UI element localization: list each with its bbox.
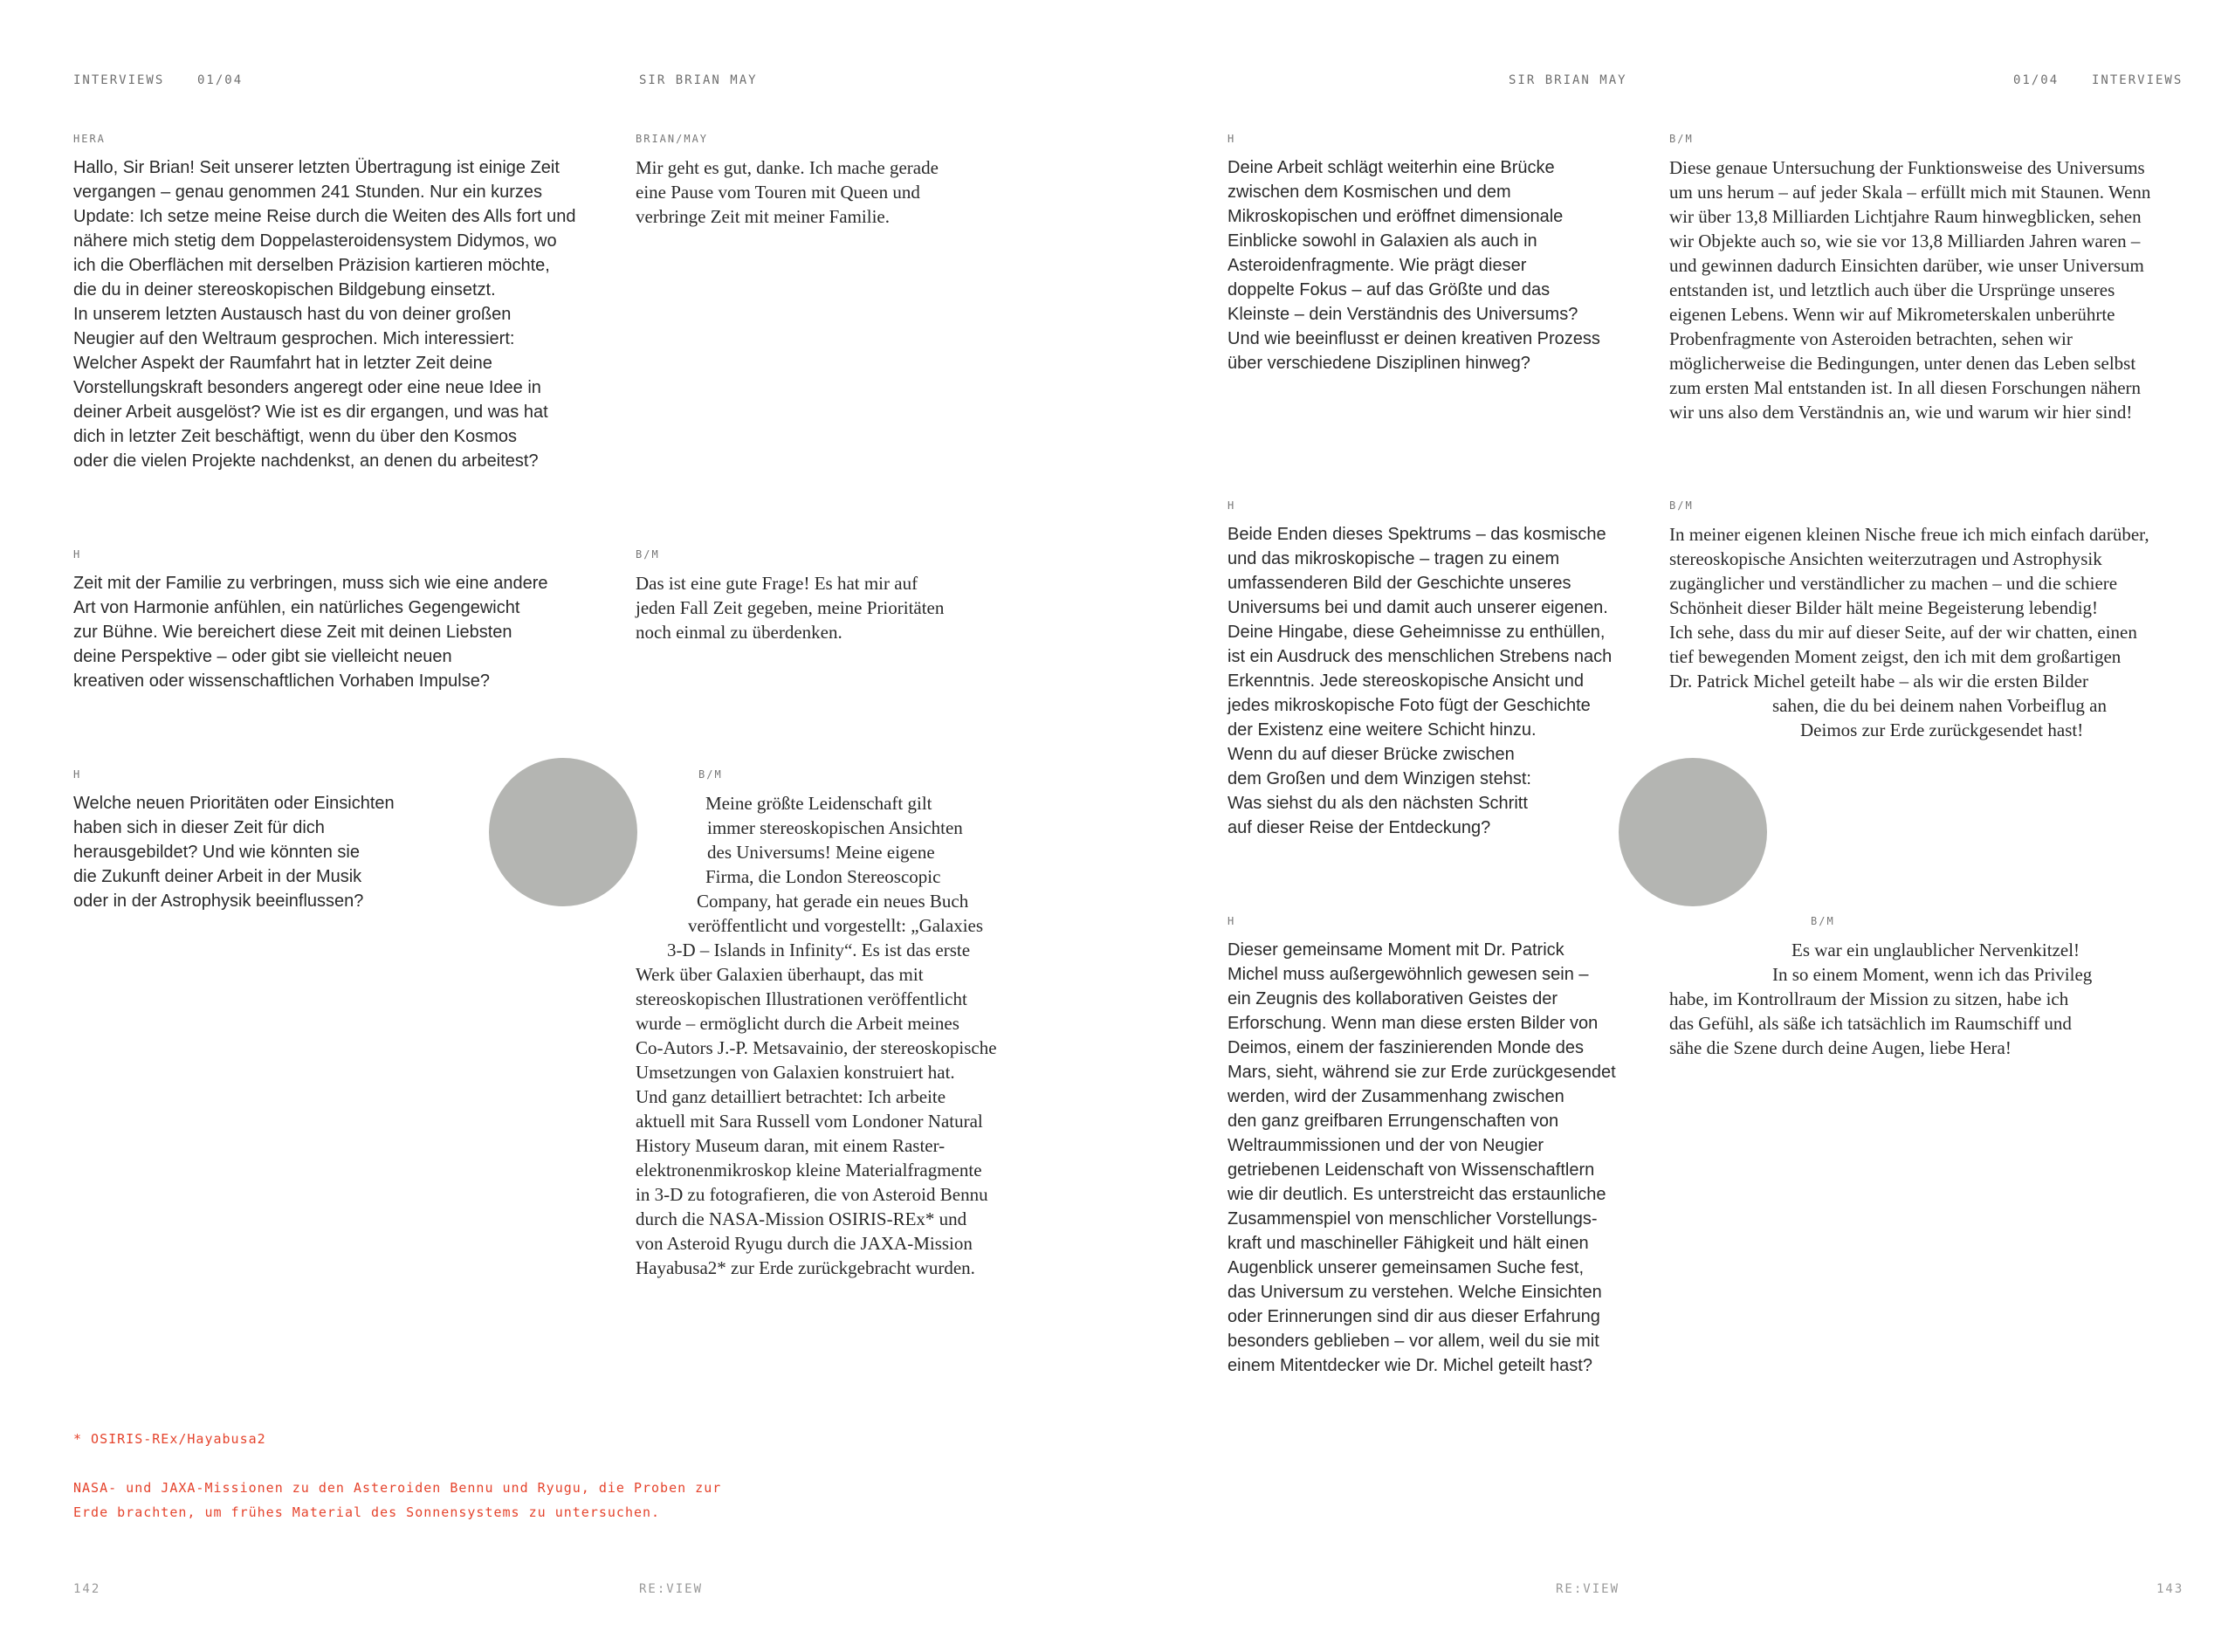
answer-text: Mir geht es gut, danke. Ich mache gerade eine Pause vom Touren mit Queen und verbringe Zeit mit meiner Familie. — [636, 157, 939, 227]
answer-5 — [1669, 499, 2193, 742]
question-text: Welche neuen Prioritäten oder Einsichten haben sich in dieser Zeit für dich herausgebildet? Und wie könnten sie die Zukunft deiner Arbeit in der Musik oder in der Astrophysik beeinflussen? — [73, 794, 395, 911]
question-text: Beide Enden dieses Spektrums – das kosmische und das mikroskopische – tragen zu einem umfassenderen Bild der Geschichte unseres Universums bei und damit auch unserer eigenen. Deine Hingabe, diese Geheimnisse zu enthüllen, ist ein Ausdruck des menschlichen Strebens nach Erkenntnis. Jede stereoskopische Ansicht und jedes mikroskopische Foto fügt der Geschichte der Existenz eine weitere Schicht hinzu. Wenn du auf dieser Brücke zwischen dem Großen und dem Winzigen stehst: Was siehst du als den nächsten Schritt auf dieser Reise der Entdeckung? — [1228, 525, 1613, 837]
decorative-circle-right — [1619, 758, 1767, 906]
answer-1 — [636, 133, 1090, 229]
page-count-right: 01/04 — [2013, 73, 2060, 87]
answer-line: wurde – ermöglicht durch die Arbeit meines — [636, 1013, 959, 1034]
answer-line: Firma, die London Stereoscopic — [705, 866, 941, 887]
answer-line: Deimos zur Erde zurückgesendet hast! — [1800, 719, 2084, 740]
speaker-label: B/M — [1811, 915, 1835, 927]
answer-6 — [1669, 915, 2193, 1060]
decorative-circle-left — [489, 758, 637, 906]
answer-line: Company, hat gerade ein neues Buch — [697, 891, 969, 912]
answer-line: des Universums! Meine eigene — [707, 842, 935, 863]
question-4 — [1228, 133, 1681, 375]
question-text: Deine Arbeit schlägt weiterhin eine Brücke zwischen dem Kosmischen und dem Mikroskopischen und eröffnet dimensionale Einblicke sowohl in Galaxien als auch in Asteroidenfragmente. Wie prägt dieser doppelte Fokus – auf das Größte und das Kleinste – dein Verständnis des Universums? Und wie beeinflusst er deinen kreativen Prozess über verschiedene Disziplinen hinweg? — [1228, 158, 1600, 373]
answer-line: in 3-D zu fotografieren, die von Asteroid Bennu — [636, 1184, 988, 1205]
speaker-label: H — [1228, 133, 1236, 145]
answer-line: stereoskopischen Illustrationen veröffentlicht — [636, 988, 967, 1009]
section-label-left: INTERVIEWS — [73, 73, 165, 87]
speaker-label: B/M — [1669, 133, 1694, 145]
question-text: Hallo, Sir Brian! Seit unserer letzten Übertragung ist einige Zeit vergangen – genau genommen 241 Stunden. Nur ein kurzes Update: Ich setze meine Reise durch die Weiten des Alls fort und nähere mich stetig dem Doppelasteroidensystem Didymos, wo ich die Oberflächen mit derselben Präzision kartieren möchte, die du in deiner stereoskopischen Bildgebung einsetzt. In unserem letzten Austausch hast du von deiner großen Neugier auf den Weltraum gesprochen. Mich interessiert: Welcher Aspekt der Raumfahrt hat in letzter Zeit deine Vorstellungskraft besonders angeregt oder eine neue Idee in deiner Arbeit ausgelöst? Wie ist es dir ergangen, und was hat dich in letzter Zeit beschäftigt, wenn du über den Kosmos oder die vielen Projekte nachdenkst, an denen du arbeitest? — [73, 158, 576, 471]
question-1 — [73, 133, 597, 473]
answer-line: elektronenmikroskop kleine Materialfragmente — [636, 1160, 982, 1180]
answer-line: 3-D – Islands in Infinity“. Es ist das erste — [667, 940, 971, 960]
answer-line: sähe die Szene durch deine Augen, liebe Hera! — [1669, 1037, 2012, 1058]
answer-line: tief bewegenden Moment zeigst, den ich mit dem großartigen — [1669, 646, 2122, 667]
answer-line: habe, im Kontrollraum der Mission zu sitzen, habe ich — [1669, 988, 2069, 1009]
answer-text: Diese genaue Untersuchung der Funktionsweise des Universums um uns herum – auf jeder Skala – erfüllt mich mit Staunen. Wenn wir über 13,8 Milliarden Lichtjahre Raum hinwegblicken, sehen wir Objekte auch so, wie sie vor 13,8 Milliarden Jahren waren – und gewinnen dadurch Einsichten darüber, wie unser Universum entstanden ist, und letztlich auch über die Ursprünge unseres eigenen Lebens. Wenn wir auf Mikrometerskalen unberührte Probenfragmente von Asteroiden betrachten, sehen wir möglicherweise die Bedingungen, unter denen das Leben selbst zum ersten Mal entstanden ist. In all diesen Forschungen nähern wir uns also dem Verständnis an, wie und warum wir hier sind! — [1669, 157, 2151, 423]
answer-line: Werk über Galaxien überhaupt, das mit — [636, 964, 924, 985]
answer-line: Dr. Patrick Michel geteilt habe – als wir die ersten Bilder — [1669, 671, 2088, 692]
answer-line: immer stereoskopischen Ansichten — [707, 817, 963, 838]
question-text: Zeit mit der Familie zu verbringen, muss sich wie eine andere Art von Harmonie anfühlen, ein natürliches Gegengewicht zur Bühne. Wie bereichert diese Zeit mit deinen Liebsten deine Perspektive – oder gibt sie vielleicht neuen kreativen oder wissenschaftlichen Vorhaben Impulse? — [73, 574, 548, 691]
answer-line: Umsetzungen von Galaxien konstruiert hat. — [636, 1062, 955, 1083]
answer-line: Es war ein unglaublicher Nervenkitzel! — [1791, 940, 2080, 960]
speaker-label: B/M — [698, 768, 723, 781]
answer-line: Meine größte Leidenschaft gilt — [705, 793, 932, 814]
answer-line: durch die NASA-Mission OSIRIS-REx* und — [636, 1208, 967, 1229]
answer-line: In meiner eigenen kleinen Nische freue ich mich einfach darüber, — [1669, 524, 2149, 545]
magazine-brand-left: RE:VIEW — [639, 1582, 704, 1596]
speaker-label: H — [73, 548, 82, 561]
answer-line: Hayabusa2* zur Erde zurückgebracht wurden. — [636, 1257, 975, 1278]
magazine-brand-right: RE:VIEW — [1556, 1582, 1620, 1596]
speaker-label: HERA — [73, 133, 106, 145]
answer-4 — [1669, 133, 2193, 424]
page-number-left: 142 — [73, 1582, 101, 1596]
answer-line: History Museum daran, mit einem Raster- — [636, 1135, 946, 1156]
speaker-label: H — [73, 768, 82, 781]
answer-line: Und ganz detailliert betrachtet: Ich arbeite — [636, 1086, 946, 1107]
answer-text: Das ist eine gute Frage! Es hat mir auf jeden Fall Zeit gegeben, meine Prioritäten noch einmal zu überdenken. — [636, 573, 945, 643]
answer-line: Ich sehe, dass du mir auf dieser Seite, auf der wir chatten, einen — [1669, 622, 2137, 643]
answer-line: das Gefühl, als säße ich tatsächlich im Raumschiff und — [1669, 1013, 2072, 1034]
answer-line: In so einem Moment, wenn ich das Privileg — [1772, 964, 2093, 985]
speaker-label: H — [1228, 499, 1236, 512]
question-2 — [73, 548, 597, 693]
answer-line: veröffentlicht und vorgestellt: „Galaxies — [688, 915, 984, 936]
answer-line: aktuell mit Sara Russell vom Londoner Natural — [636, 1111, 983, 1132]
question-3 — [73, 768, 457, 913]
answer-2 — [636, 548, 1090, 644]
answer-line: zugänglicher und verständlicher zu machen – und die schiere — [1669, 573, 2118, 594]
page-number-right: 143 — [2156, 1582, 2184, 1596]
answer-line: Schönheit dieser Bilder hält meine Begeisterung lebendig! — [1669, 597, 2099, 618]
answer-line: von Asteroid Ryugu durch die JAXA-Mission — [636, 1233, 973, 1254]
interview-title-left: SIR BRIAN MAY — [639, 73, 758, 87]
answer-line: stereoskopische Ansichten weiterzutragen und Astrophysik — [1669, 548, 2102, 569]
speaker-label: B/M — [636, 548, 660, 561]
answer-line: Co-Autors J.-P. Metsavainio, der stereoskopische — [636, 1037, 997, 1058]
page-count-left: 01/04 — [197, 73, 244, 87]
question-6 — [1228, 915, 1681, 1378]
question-text: Dieser gemeinsame Moment mit Dr. Patrick Michel muss außergewöhnlich gewesen sein – ein Zeugnis des kollaborativen Geistes der Erforschung. Wenn man diese ersten Bilder von Deimos, einem der faszinierenden Monde des Mars, sieht, während sie zur Erde zurückgesendet werden, wird der Zusammenhang zwischen den ganz greifbaren Errungenschaften von Weltraummissionen und der von Neugier getriebenen Leidenschaft von Wissenschaftlern wie dir deutlich. Es unterstreicht das erstaunliche Zusammenspiel von menschlicher Vorstellungs- kraft und maschineller Fähigkeit und hält einen Augenblick unserer gemeinsamen Suche fest, das Universum zu verstehen. Welche Einsichten oder Erinnerungen sind dir aus dieser Erfahrung besonders geblieben – vor allem, weil du sie mit einem Mitentdecker wie Dr. Michel geteilt hast? — [1228, 940, 1616, 1375]
footnote-text: NASA- und JAXA-Missionen zu den Asteroiden Bennu und Ryugu, die Proben zur Erde brachten, um frühes Material des Sonnensystems zu untersuchen. — [73, 1480, 722, 1520]
interview-title-right: SIR BRIAN MAY — [1509, 73, 1627, 87]
speaker-label: BRIAN/MAY — [636, 133, 709, 145]
question-5 — [1228, 499, 1681, 840]
footnote-title: * OSIRIS-REx/Hayabusa2 — [73, 1431, 266, 1447]
speaker-label: H — [1228, 915, 1236, 927]
section-label-right: INTERVIEWS — [2092, 73, 2183, 87]
answer-3 — [636, 768, 1055, 1280]
answer-line: sahen, die du bei deinem nahen Vorbeiflug an — [1772, 695, 2107, 716]
speaker-label: B/M — [1669, 499, 1694, 512]
